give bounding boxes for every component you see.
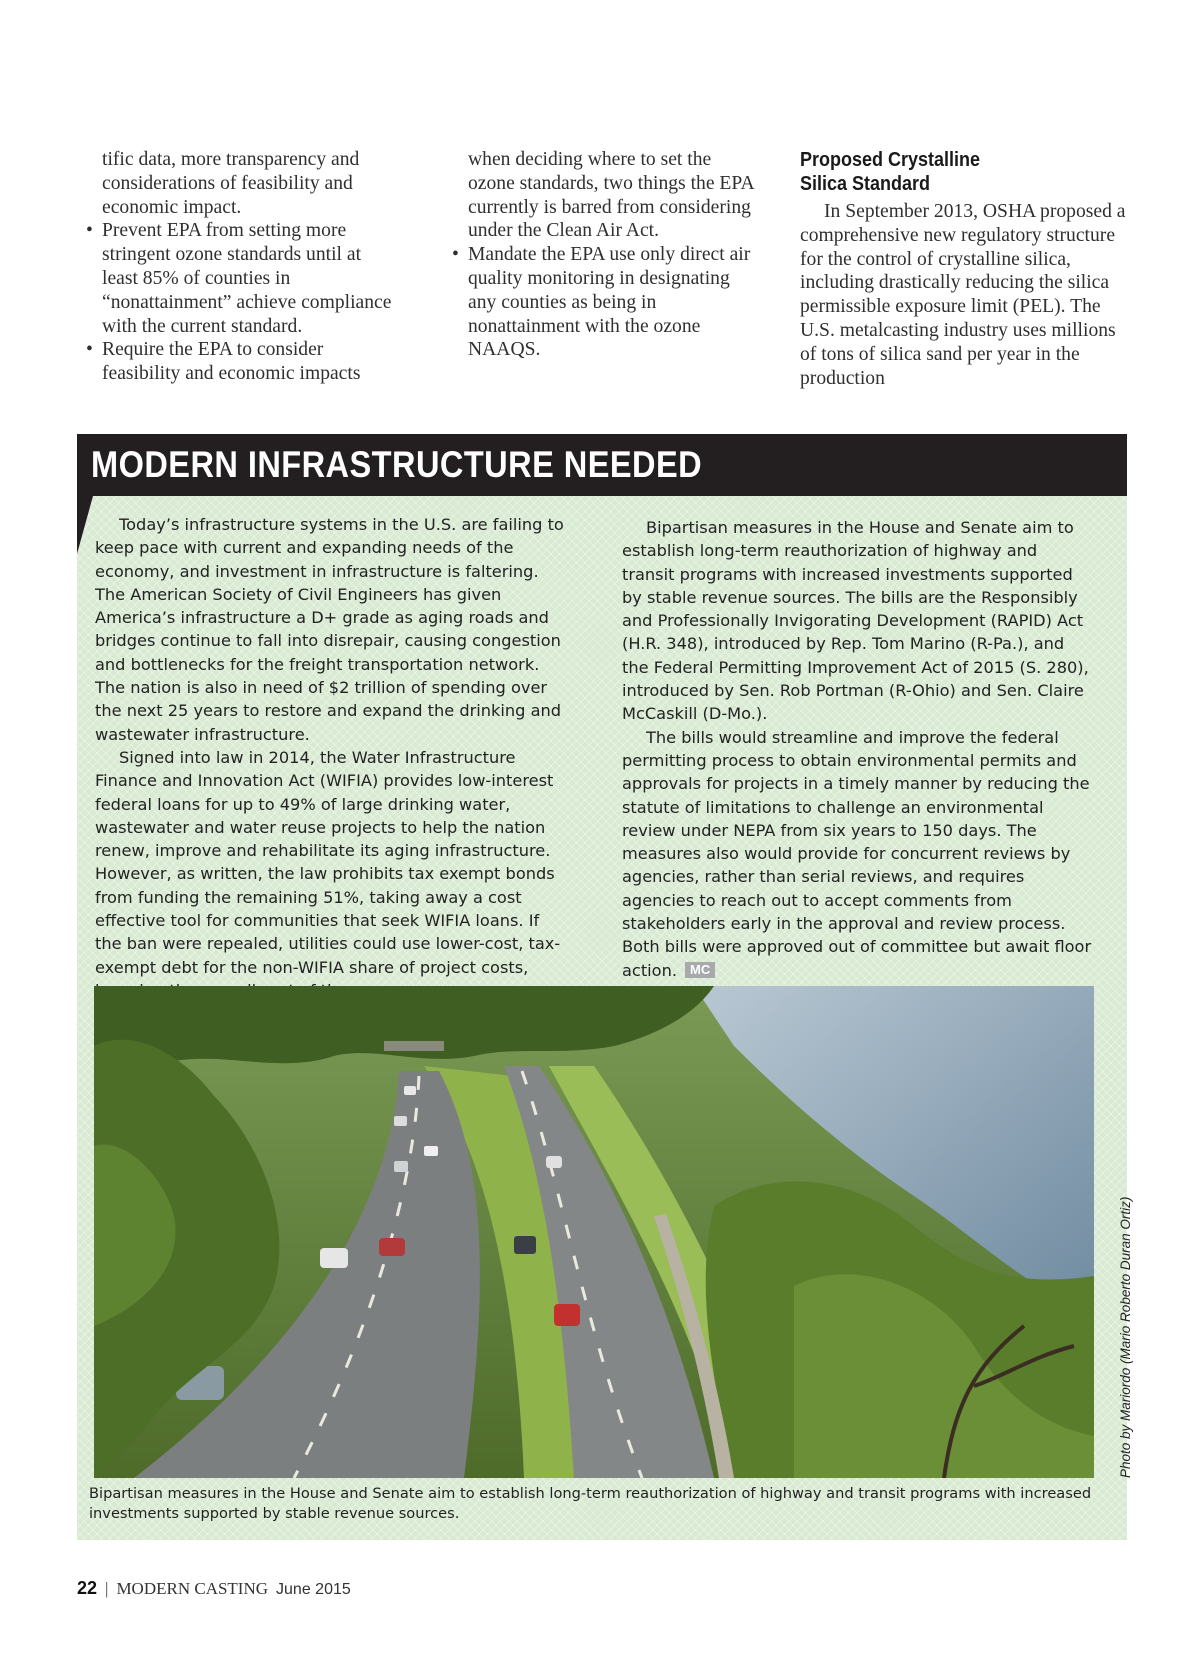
highway-photo-illustration xyxy=(94,986,1094,1478)
column-2-bullet-list xyxy=(452,243,760,362)
sidebar-header-bar xyxy=(77,434,1127,496)
section-heading xyxy=(800,148,1097,196)
photo-credit: Photo by Mariordo (Mario Roberto Duran Ortiz) xyxy=(1118,1196,1133,1478)
sidebar-paragraph: Today’s infrastructure systems in the U.S. are failing to keep pace with current and expanding needs of the economy, and investment in infrastructure is faltering. The American Society of Civil Engineers has given America’s infrastructure a D+ grade as aging roads and bridges continue to fall into disrepair, causing congestion and bottlenecks for the freight transportation network. The nation is also in need of $2 trillion of spending over the next 25 years to restore and expand the drinking and wastewater infrastructure. xyxy=(95,515,564,744)
magazine-name: MODERN CASTING xyxy=(116,1579,269,1598)
sidebar-column-right xyxy=(622,516,1092,982)
issue-date: June 2015 xyxy=(276,1581,351,1598)
column-1-bullet-list xyxy=(86,219,398,386)
page-number: 22 xyxy=(77,1578,98,1598)
article-column-1 xyxy=(86,148,398,386)
article-column-3 xyxy=(800,148,1130,390)
header-corner-decoration xyxy=(77,496,93,554)
section-heading-line-1: Proposed Crystalline xyxy=(800,149,981,171)
sidebar-paragraph-text: The bills would streamline and improve the federal permitting process to obtain environmental permits and approvals for projects in a timely manner by reducing the statute of limitations to challenge an environmental review under NEPA from six years to 150 days. The measures also would provide for concurrent reviews by agencies, rather than serial reviews, and requires agencies to reach out to accept comments from stakeholders early in the approval and review process. Both bills were approved out of committee but await floor action. xyxy=(622,727,1092,980)
sidebar-column-left xyxy=(95,513,565,1002)
mc-end-mark-icon: MC xyxy=(685,962,715,978)
page-footer xyxy=(77,1578,351,1599)
sidebar-title: MODERN INFRASTRUCTURE NEEDED xyxy=(91,444,703,485)
sidebar-paragraph: Signed into law in 2014, the Water Infrastructure Finance and Innovation Act (WIFIA) provides low-interest federal loans for up to 49% of large drinking water, wastewater and water reuse projects to help the nation renew, improve and rehabilitate its aging infrastructure. However, as written, the law prohibits tax exempt bonds from funding the remaining 51%, taking away a cost effective tool for communities that seek WIFIA loans. If the ban were repealed, utilities could use lower-cost, tax-exempt debt for the non-WIFIA share of project costs, xyxy=(95,747,561,977)
column-2-continuation: when deciding where to set the ozone standards, two things the EPA currently is barred from considering under the Clean Air Act. xyxy=(468,149,754,242)
sidebar-paragraph: Bipartisan measures in the House and Senate aim to establish long-term reauthorization of highway and transit programs with increased investments supported by stable revenue sources. The bills are the Responsibly and Professionally Invigorating Development (RAPID) Act (H.R. 348), introduced by Rep. Tom Marino (R-Pa.), and the Federal Permitting Improvement Act of 2015 (S. 280), introduced by Sen. Rob Portman (R-Ohio) and Sen. Claire McCaskill (D-Mo.). xyxy=(622,518,1089,724)
sidebar-paragraph xyxy=(622,726,1092,982)
bullet-item: • Mandate the EPA use only direct air quality monitoring in designating any counties as being in nonattainment with the ozone NAAQS. xyxy=(452,243,760,362)
footer-separator: | xyxy=(105,1579,109,1598)
section-heading-line-2: Silica Standard xyxy=(800,173,931,195)
article-column-2 xyxy=(452,148,760,362)
bullet-item: • Require the EPA to consider feasibility and economic impacts xyxy=(86,338,398,386)
highway-photo xyxy=(94,986,1094,1478)
silica-paragraph: In September 2013, OSHA proposed a comprehensive new regulatory structure for the control of crystalline silica, including drastically reducing the silica permissible exposure limit (PEL). The U.S. metalcasting industry uses millions of tons of silica sand per year in the production xyxy=(800,201,1126,389)
infrastructure-sidebar-box xyxy=(77,434,1133,1540)
photo-caption: Bipartisan measures in the House and Senate aim to establish long-term reauthorization of highway and transit programs with increased investments supported by stable revenue sources. xyxy=(89,1485,1092,1522)
column-1-continuation: tific data, more transparency and considerations of feasibility and economic impact. xyxy=(102,149,360,218)
bullet-item: • Prevent EPA from setting more stringent ozone standards until at least 85% of counties in “nonattainment” achieve compliance with the current standard. xyxy=(86,219,398,338)
